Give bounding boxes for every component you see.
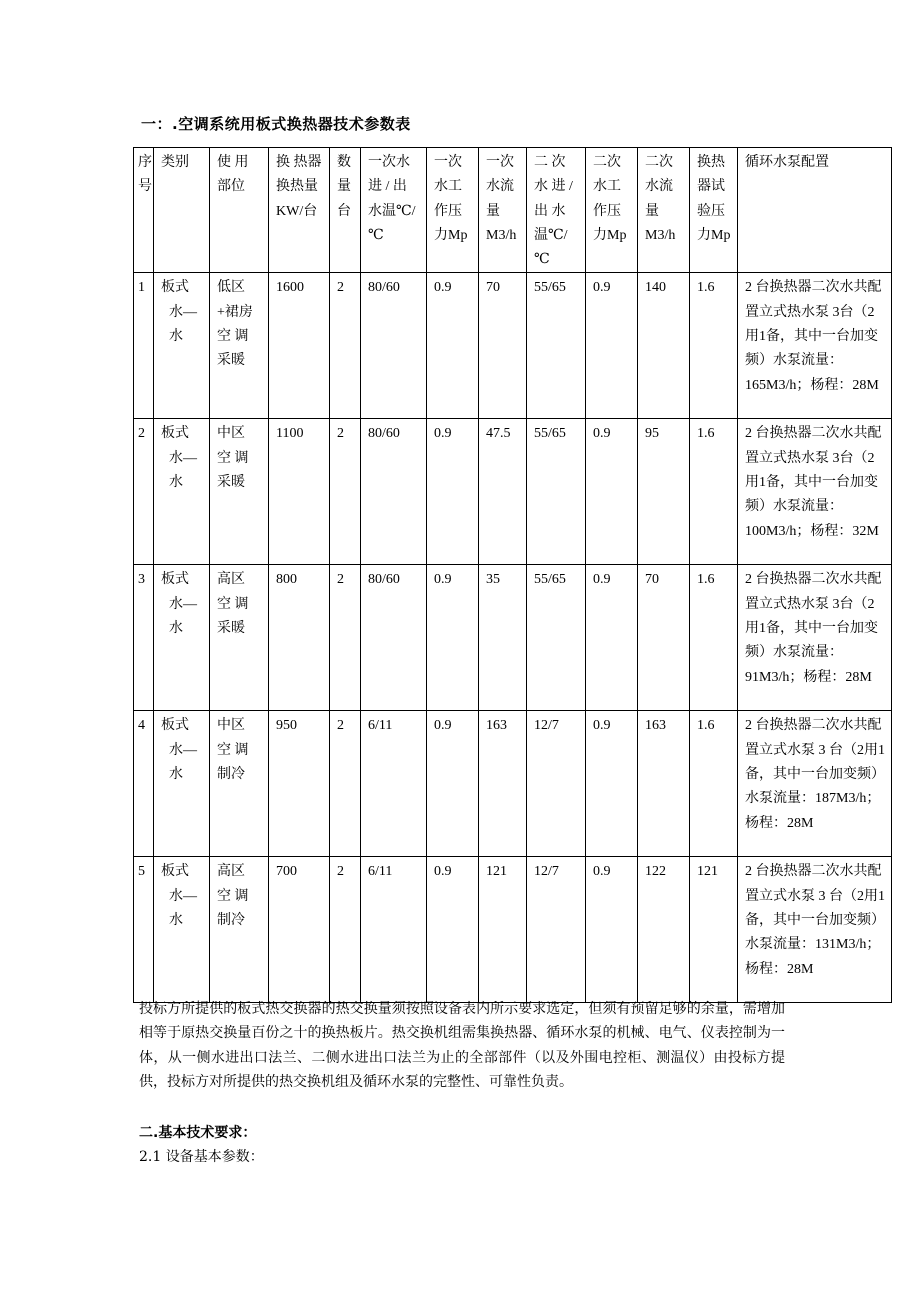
cell-no: 3 [134, 565, 154, 711]
category-type: 板式 [161, 718, 189, 734]
cell-primary-temp: 6/11 [361, 857, 427, 1003]
cell-primary-temp: 80/60 [361, 419, 427, 565]
header-quantity: 数量台 [330, 148, 361, 273]
table-row [134, 565, 892, 711]
cell-location: 高区 空 调采暖 [210, 565, 269, 711]
cell-test-pressure: 1.6 [690, 565, 738, 711]
cell-capacity: 700 [269, 857, 330, 1003]
cell-primary-temp: 6/11 [361, 711, 427, 857]
cell-primary-temp: 80/60 [361, 565, 427, 711]
category-medium: 水—水 [169, 888, 197, 929]
table-row [134, 273, 892, 419]
category-medium: 水—水 [169, 450, 197, 491]
header-primary-pressure: 一次水工作压力Mp [427, 148, 479, 273]
cell-location: 中区 空 调采暖 [210, 419, 269, 565]
cell-secondary-pressure: 0.9 [586, 857, 638, 1003]
cell-pump-config: 2 台换热器二次水共配置立式热水泵 3台（2用1备，其中一台加变频）水泵流量：91M3/h；杨程：28M [738, 565, 892, 711]
category-medium: 水—水 [169, 596, 197, 637]
cell-category [154, 273, 210, 419]
cell-secondary-temp: 55/65 [527, 273, 586, 419]
cell-secondary-temp: 55/65 [527, 419, 586, 565]
header-test-pressure: 换热器试验压力Mp [690, 148, 738, 273]
cell-pump-config: 2 台换热器二次水共配置立式热水泵 3台（2用1备，其中一台加变频）水泵流量：100M3/h；杨程：32M [738, 419, 892, 565]
cell-category [154, 711, 210, 857]
cell-primary-flow: 70 [479, 273, 527, 419]
cell-test-pressure: 1.6 [690, 273, 738, 419]
cell-test-pressure: 1.6 [690, 711, 738, 857]
cell-location: 低区+裙房 空 调采暖 [210, 273, 269, 419]
cell-secondary-pressure: 0.9 [586, 565, 638, 711]
cell-pump-config: 2 台换热器二次水共配置立式水泵 3 台（2用1备，其中一台加变频）水泵流量：187M3/h；杨程：28M [738, 711, 892, 857]
cell-capacity: 950 [269, 711, 330, 857]
header-category: 类别 [154, 148, 210, 273]
cell-primary-pressure: 0.9 [427, 419, 479, 565]
cell-secondary-temp: 12/7 [527, 711, 586, 857]
cell-primary-pressure: 0.9 [427, 565, 479, 711]
section-title: 二.基本技术要求： [139, 1125, 257, 1141]
header-pump-config: 循环水泵配置 [738, 148, 892, 273]
cell-capacity: 1600 [269, 273, 330, 419]
cell-test-pressure: 1.6 [690, 419, 738, 565]
category-type: 板式 [161, 572, 189, 588]
header-location: 使 用部位 [210, 148, 269, 273]
category-medium: 水—水 [169, 304, 197, 345]
cell-primary-temp: 80/60 [361, 273, 427, 419]
cell-quantity: 2 [330, 857, 361, 1003]
table-header-row [134, 148, 892, 273]
cell-category [154, 565, 210, 711]
cell-secondary-flow: 95 [638, 419, 690, 565]
cell-location: 中区 空 调制冷 [210, 711, 269, 857]
table-title: 一：.空调系统用板式换热器技术参数表 [141, 115, 411, 133]
table-row [134, 857, 892, 1003]
cell-secondary-pressure: 0.9 [586, 711, 638, 857]
header-secondary-temp: 二 次水 进 / 出 水温℃/℃ [527, 148, 586, 273]
cell-primary-flow: 121 [479, 857, 527, 1003]
header-primary-flow: 一次水流量M3/h [479, 148, 527, 273]
cell-quantity: 2 [330, 273, 361, 419]
subsection-title: 2.1 设备基本参数： [139, 1149, 264, 1165]
cell-primary-flow: 163 [479, 711, 527, 857]
cell-test-pressure: 121 [690, 857, 738, 1003]
cell-quantity: 2 [330, 419, 361, 565]
cell-category [154, 419, 210, 565]
cell-capacity: 1100 [269, 419, 330, 565]
category-type: 板式 [161, 426, 189, 442]
cell-secondary-flow: 70 [638, 565, 690, 711]
cell-no: 5 [134, 857, 154, 1003]
cell-secondary-flow: 163 [638, 711, 690, 857]
category-type: 板式 [161, 864, 189, 880]
cell-pump-config: 2 台换热器二次水共配置立式水泵 3 台（2用1备，其中一台加变频）水泵流量：131M3/h；杨程：28M [738, 857, 892, 1003]
cell-pump-config: 2 台换热器二次水共配置立式热水泵 3台（2用1备，其中一台加变频）水泵流量：165M3/h；杨程：28M [738, 273, 892, 419]
cell-secondary-pressure: 0.9 [586, 419, 638, 565]
cell-primary-flow: 47.5 [479, 419, 527, 565]
category-type: 板式 [161, 280, 189, 296]
cell-quantity: 2 [330, 711, 361, 857]
cell-secondary-temp: 12/7 [527, 857, 586, 1003]
header-primary-temp: 一次水进 / 出水温℃/℃ [361, 148, 427, 273]
cell-secondary-pressure: 0.9 [586, 273, 638, 419]
table-row [134, 711, 892, 857]
heat-exchanger-spec-table [133, 147, 892, 1003]
cell-no: 4 [134, 711, 154, 857]
cell-no: 1 [134, 273, 154, 419]
category-medium: 水—水 [169, 742, 197, 783]
cell-no: 2 [134, 419, 154, 565]
cell-primary-pressure: 0.9 [427, 711, 479, 857]
header-capacity: 换 热器 换热量KW/台 [269, 148, 330, 273]
cell-primary-flow: 35 [479, 565, 527, 711]
cell-category [154, 857, 210, 1003]
table-row [134, 419, 892, 565]
cell-primary-pressure: 0.9 [427, 273, 479, 419]
cell-capacity: 800 [269, 565, 330, 711]
header-secondary-pressure: 二次水工作压力Mp [586, 148, 638, 273]
description-paragraph: 投标方所提供的板式热交换器的热交换量须按照设备表内所示要求选定，但须有预留足够的余量，需增加相等于原热交换量百份之十的换热板片。热交换机组需集换热器、循环水泵的机械、电气、仪表控制为一体，从一侧水进出口法兰、二侧水进出口法兰为止的全部部件（以及外围电控柜、测温仪）由投标方提供，投标方对所提供的热交换机组及循环水泵的完整性、可靠性负责。 [139, 1001, 785, 1090]
cell-quantity: 2 [330, 565, 361, 711]
cell-secondary-flow: 140 [638, 273, 690, 419]
cell-primary-pressure: 0.9 [427, 857, 479, 1003]
header-secondary-flow: 二次水流量M3/h [638, 148, 690, 273]
header-no: 序号 [134, 148, 154, 273]
cell-location: 高区 空 调制冷 [210, 857, 269, 1003]
cell-secondary-flow: 122 [638, 857, 690, 1003]
cell-secondary-temp: 55/65 [527, 565, 586, 711]
